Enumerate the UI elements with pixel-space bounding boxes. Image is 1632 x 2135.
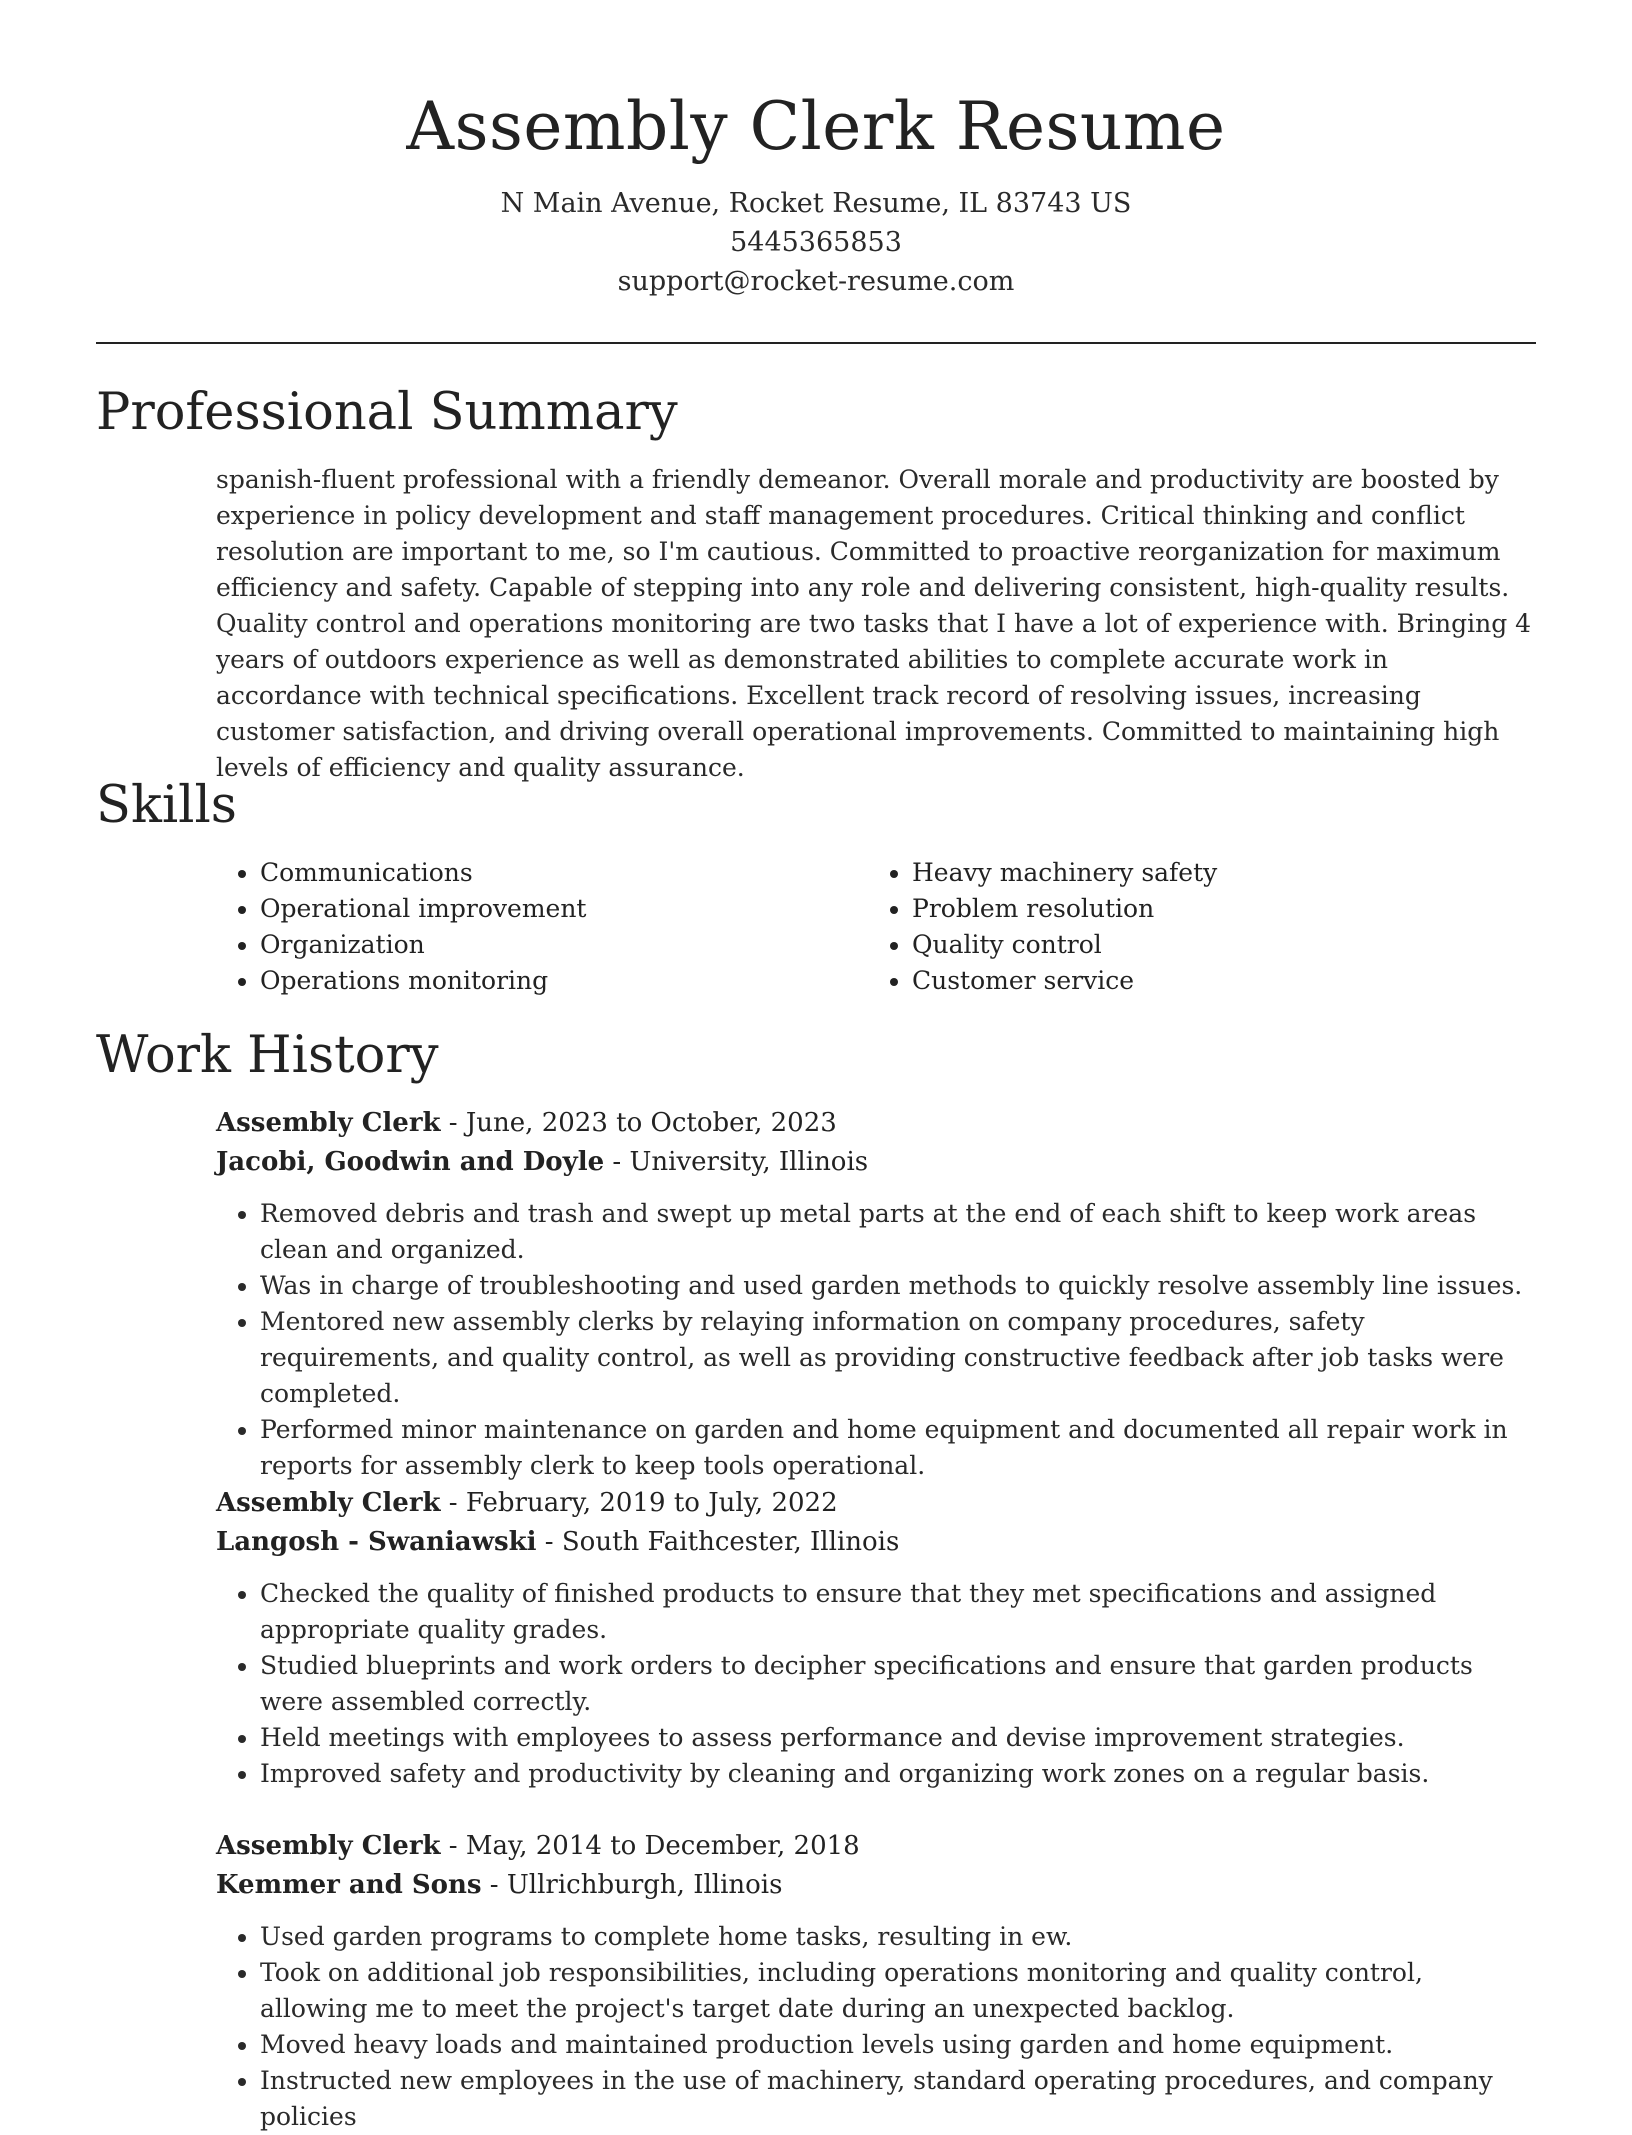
job-location: South Faithcester, Illinois	[561, 1527, 900, 1557]
job-dates: June, 2023 to October, 2023	[465, 1108, 837, 1138]
job-company-line: Kemmer and Sons - Ullrichburgh, Illinois	[216, 1870, 783, 1900]
job-entry	[216, 1827, 1536, 2135]
skill-item: • Problem resolution	[912, 891, 1518, 927]
job-location: University, Illinois	[629, 1147, 869, 1177]
job-dates: May, 2014 to December, 2018	[465, 1831, 860, 1861]
job-title-line: Assembly Clerk - February, 2019 to July, 2022	[216, 1488, 838, 1518]
contact-address: N Main Avenue, Rocket Resume, IL 83743 US	[500, 188, 1132, 219]
job-company: Langosh - Swaniawski	[216, 1527, 537, 1557]
skill-item: • Operational improvement	[260, 891, 866, 927]
contact-block	[0, 184, 1632, 301]
skill-item: • Organization	[260, 927, 866, 963]
job-bullet: • Performed minor maintenance on garden and home equipment and documented all repair work in reports for assembly clerk to keep tools operational.	[260, 1412, 1536, 1484]
skill-item: • Quality control	[912, 927, 1518, 963]
work-history-heading: Work History	[96, 1026, 439, 1085]
job-location: Ullrichburgh, Illinois	[506, 1870, 783, 1900]
header-divider	[96, 342, 1536, 344]
skills-list	[216, 855, 1536, 999]
job-title-line: Assembly Clerk - June, 2023 to October, 2023	[216, 1108, 837, 1138]
resume-header	[0, 0, 1632, 301]
job-role: Assembly Clerk	[216, 1488, 441, 1518]
summary-heading: Professional Summary	[96, 383, 678, 442]
job-bullets	[216, 1196, 1536, 1484]
job-bullet: • Improved safety and productivity by cleaning and organizing work zones on a regular basis.	[260, 1756, 1536, 1792]
job-dates: February, 2019 to July, 2022	[465, 1488, 838, 1518]
job-company: Kemmer and Sons	[216, 1870, 482, 1900]
job-entry	[216, 1484, 1536, 1792]
job-role: Assembly Clerk	[216, 1831, 441, 1861]
contact-phone: 5445365853	[730, 227, 902, 258]
job-bullet: • Mentored new assembly clerks by relaying information on company procedures, safety requirements, and quality control, as well as providing constructive feedback after job tasks were completed.	[260, 1304, 1536, 1412]
summary-text: spanish-fluent professional with a friendly demeanor. Overall morale and productivity are boosted by experience in policy development and staff management procedures. Critical thinking and conflict resolution are important to me, so I'm cautious. Committed to proactive reorganization for maximum efficiency and safety. Capable of stepping into any role and delivering consistent, high-quality results. Quality control and operations monitoring are two tasks that I have a lot of experience with. Bringing 4 years of outdoors experience as well as demonstrated abilities to complete accurate work in accordance with technical specifications. Excellent track record of resolving issues, increasing customer satisfaction, and driving overall operational improvements. Committed to maintaining high levels of efficiency and quality assurance.	[216, 465, 1532, 782]
job-bullet: • Removed debris and trash and swept up metal parts at the end of each shift to keep work areas clean and organized.	[260, 1196, 1536, 1268]
skill-item: • Operations monitoring	[260, 963, 866, 999]
resume-title: Assembly Clerk Resume	[406, 88, 1226, 165]
job-entry	[216, 1104, 1536, 1484]
skill-item: • Communications	[260, 855, 866, 891]
job-bullet: • Held meetings with employees to assess performance and devise improvement strategies.	[260, 1720, 1536, 1756]
job-bullet: • Instructed new employees in the use of machinery, standard operating procedures, and company policies	[260, 2063, 1536, 2135]
skill-item: • Heavy machinery safety	[912, 855, 1518, 891]
job-bullets	[216, 1919, 1536, 2135]
job-company-line: Langosh - Swaniawski - South Faithcester, Illinois	[216, 1527, 900, 1557]
job-bullet: • Moved heavy loads and maintained production levels using garden and home equipment.	[260, 2027, 1536, 2063]
job-bullet: • Took on additional job responsibilities, including operations monitoring and quality control, allowing me to meet the project's target date during an unexpected backlog.	[260, 1955, 1536, 2027]
skills-column-1	[216, 855, 866, 999]
contact-email: support@rocket-resume.com	[617, 266, 1015, 297]
skill-item: • Customer service	[912, 963, 1518, 999]
job-bullet: • Used garden programs to complete home tasks, resulting in ew.	[260, 1919, 1536, 1955]
job-bullet: • Was in charge of troubleshooting and used garden methods to quickly resolve assembly line issues.	[260, 1268, 1536, 1304]
skills-column-2	[866, 855, 1518, 999]
job-title-line: Assembly Clerk - May, 2014 to December, 2018	[216, 1831, 860, 1861]
job-bullet: • Studied blueprints and work orders to decipher specifications and ensure that garden products were assembled correctly.	[260, 1648, 1536, 1720]
job-bullet: • Checked the quality of finished products to ensure that they met specifications and assigned appropriate quality grades.	[260, 1576, 1536, 1648]
job-bullets	[216, 1576, 1536, 1792]
job-company: Jacobi, Goodwin and Doyle	[216, 1147, 605, 1177]
job-role: Assembly Clerk	[216, 1108, 441, 1138]
job-company-line: Jacobi, Goodwin and Doyle - University, Illinois	[216, 1147, 869, 1177]
skills-heading: Skills	[96, 776, 237, 835]
